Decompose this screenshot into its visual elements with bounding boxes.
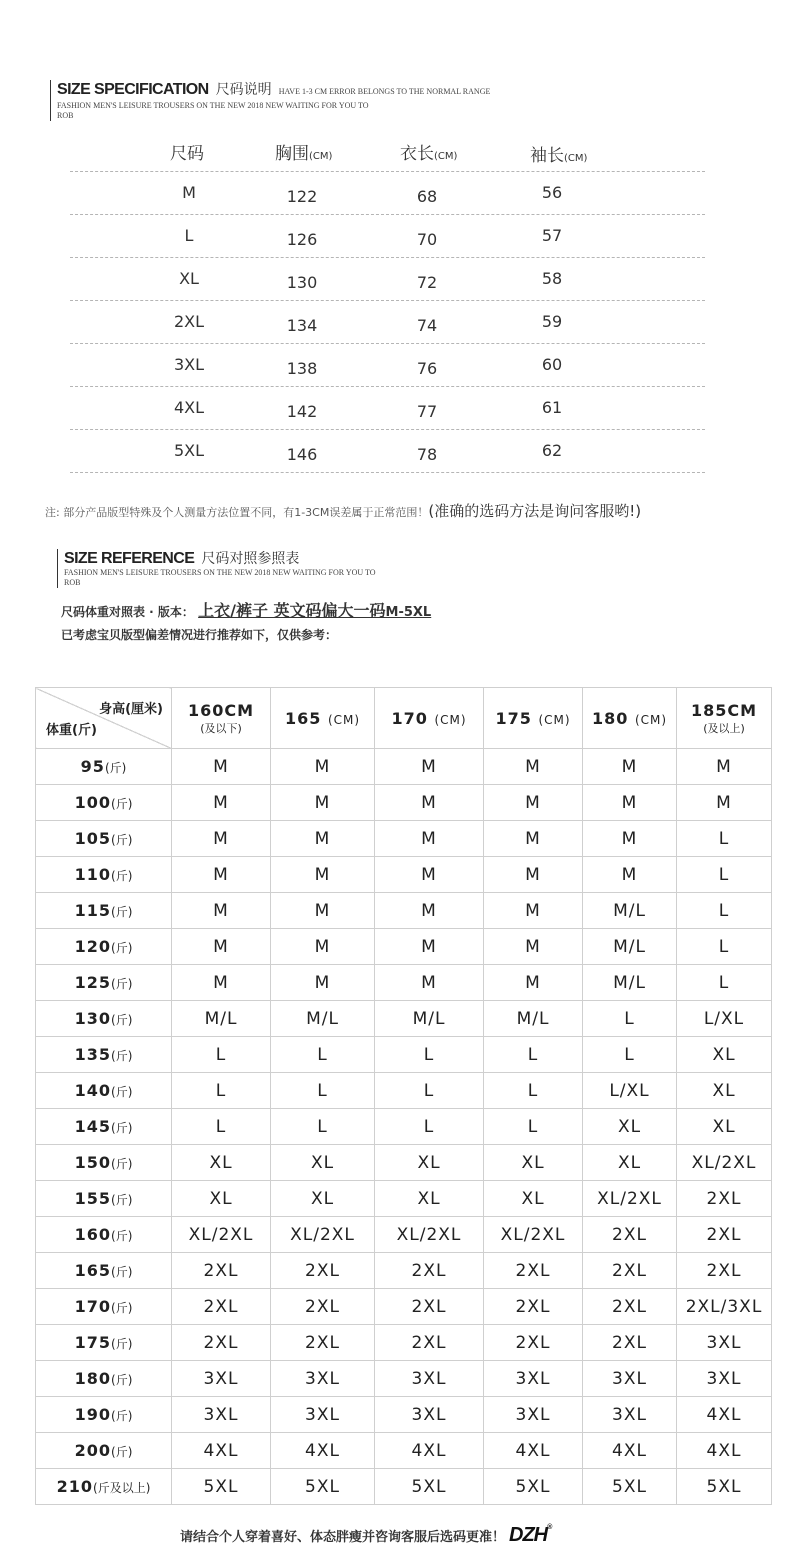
spec-row-divider (70, 472, 705, 473)
ref-table-row (36, 929, 772, 965)
ref-section-header (57, 549, 384, 588)
size-cell: 2XL (583, 1253, 677, 1289)
size-cell: 5XL (583, 1469, 677, 1505)
size-cell: M (484, 857, 583, 893)
size-cell: XL (677, 1109, 772, 1145)
weight-cell: 170(斤) (36, 1289, 172, 1325)
size-cell: M (172, 857, 271, 893)
weight-cell: 110(斤) (36, 857, 172, 893)
size-cell: 2XL (375, 1289, 484, 1325)
size-cell: M (271, 929, 375, 965)
size-cell: L (375, 1073, 484, 1109)
size-cell: 3XL (677, 1361, 772, 1397)
ref-table-row (36, 1217, 772, 1253)
size-cell: 5XL (484, 1469, 583, 1505)
spec-cell-size: XL (179, 269, 199, 288)
size-cell: L (677, 965, 772, 1001)
spec-cell-length: 78 (416, 445, 438, 464)
size-cell: M (172, 749, 271, 785)
size-cell: 5XL (271, 1469, 375, 1505)
size-cell: M (484, 749, 583, 785)
size-cell: L (583, 1001, 677, 1037)
spec-table-row (70, 257, 705, 300)
spec-title-cn: 尺码说明 (215, 82, 272, 98)
size-cell: L (677, 929, 772, 965)
size-cell: 2XL (484, 1325, 583, 1361)
size-cell: 3XL (375, 1361, 484, 1397)
height-column-header: 180 (CM) (583, 688, 677, 749)
size-cell: XL (375, 1145, 484, 1181)
size-cell: XL (172, 1145, 271, 1181)
spec-cell-size: 3XL (173, 355, 205, 374)
ref-table-row (36, 893, 772, 929)
spec-cell-chest: 126 (286, 230, 318, 249)
weight-cell: 155(斤) (36, 1181, 172, 1217)
weight-cell: 115(斤) (36, 893, 172, 929)
ref-table-row (36, 1073, 772, 1109)
size-cell: M (375, 821, 484, 857)
spec-cell-sleeve: 59 (541, 312, 563, 331)
size-cell: 2XL (172, 1289, 271, 1325)
size-cell: 5XL (172, 1469, 271, 1505)
size-cell: M (271, 893, 375, 929)
weight-cell: 130(斤) (36, 1001, 172, 1037)
spec-table-row (70, 386, 705, 429)
size-cell: M (484, 965, 583, 1001)
corner-height-label: 身高(厘米) (99, 702, 163, 717)
size-cell: M (484, 929, 583, 965)
spec-cell-sleeve: 61 (541, 398, 563, 417)
size-cell: M/L (271, 1001, 375, 1037)
size-cell: 4XL (375, 1433, 484, 1469)
ref-title-en: SIZE REFERENCE (64, 550, 195, 567)
size-cell: M (271, 785, 375, 821)
size-cell: M (271, 857, 375, 893)
size-cell: L (484, 1073, 583, 1109)
ref-table-row (36, 1433, 772, 1469)
size-cell: 3XL (677, 1325, 772, 1361)
size-cell: L (172, 1073, 271, 1109)
size-cell: L/XL (583, 1073, 677, 1109)
spec-error-note: HAVE 1-3 CM ERROR BELONGS TO THE NORMAL RANGE (278, 87, 491, 96)
size-cell: M (583, 857, 677, 893)
size-cell: 2XL (172, 1325, 271, 1361)
height-column-header: 165 (CM) (271, 688, 375, 749)
size-cell: XL (583, 1145, 677, 1181)
spec-table-row (70, 300, 705, 343)
size-cell: XL/2XL (677, 1145, 772, 1181)
measurement-note (45, 500, 641, 521)
size-cell: L (375, 1037, 484, 1073)
weight-cell: 210(斤及以上) (36, 1469, 172, 1505)
footer-tip (180, 1524, 551, 1547)
size-cell: 3XL (172, 1361, 271, 1397)
spec-cell-chest: 130 (286, 273, 318, 292)
spec-cell-chest: 142 (286, 402, 318, 421)
weight-cell: 200(斤) (36, 1433, 172, 1469)
size-cell: 5XL (375, 1469, 484, 1505)
spec-table-row (70, 429, 705, 472)
ref-table-row (36, 785, 772, 821)
size-cell: M (375, 749, 484, 785)
size-cell: 5XL (677, 1469, 772, 1505)
ref-table-row (36, 1109, 772, 1145)
weight-cell: 140(斤) (36, 1073, 172, 1109)
size-cell: 4XL (677, 1397, 772, 1433)
ref-table-row (36, 821, 772, 857)
size-cell: XL/2XL (484, 1217, 583, 1253)
ref-title-cn: 尺码对照参照表 (201, 551, 300, 567)
size-cell: M (583, 749, 677, 785)
size-cell: 4XL (583, 1433, 677, 1469)
size-cell: L (677, 857, 772, 893)
spec-cell-sleeve: 62 (541, 441, 563, 460)
ref-table-row (36, 749, 772, 785)
height-column-header: 160CM (及以下) (172, 688, 271, 749)
size-cell: XL/2XL (583, 1181, 677, 1217)
size-cell: L (583, 1037, 677, 1073)
size-cell: M/L (172, 1001, 271, 1037)
size-cell: 2XL (271, 1325, 375, 1361)
size-reference-table (35, 687, 772, 1505)
ref-recommend-line: 已考虑宝贝版型偏差情况进行推荐如下，仅供参考： (61, 628, 338, 642)
spec-section-header (50, 80, 490, 121)
spec-cell-size: M (182, 183, 196, 202)
size-cell: 3XL (583, 1397, 677, 1433)
ref-table-row (36, 965, 772, 1001)
size-cell: XL (484, 1181, 583, 1217)
size-cell: M (271, 749, 375, 785)
size-cell: 2XL (677, 1253, 772, 1289)
size-cell: M (375, 929, 484, 965)
ref-table-row (36, 1325, 772, 1361)
size-cell: M (484, 893, 583, 929)
size-cell: M (375, 857, 484, 893)
size-cell: L (172, 1037, 271, 1073)
size-cell: 2XL (271, 1253, 375, 1289)
size-cell: M (583, 821, 677, 857)
size-cell: 3XL (172, 1397, 271, 1433)
size-cell: 2XL (375, 1325, 484, 1361)
size-cell: L (484, 1109, 583, 1145)
spec-header-length: 衣长(CM) (400, 144, 458, 164)
size-cell: L (271, 1073, 375, 1109)
size-cell: 4XL (271, 1433, 375, 1469)
size-cell: 2XL (583, 1325, 677, 1361)
weight-cell: 160(斤) (36, 1217, 172, 1253)
size-cell: XL/2XL (375, 1217, 484, 1253)
spec-cell-size: 5XL (173, 441, 205, 460)
spec-header-chest: 胸围(CM) (275, 144, 333, 164)
size-cell: 3XL (271, 1361, 375, 1397)
spec-cell-chest: 138 (286, 359, 318, 378)
size-cell: 4XL (172, 1433, 271, 1469)
spec-cell-size: 2XL (173, 312, 205, 331)
weight-cell: 95(斤) (36, 749, 172, 785)
size-cell: M (677, 749, 772, 785)
weight-cell: 135(斤) (36, 1037, 172, 1073)
spec-header-size: 尺码 (170, 144, 204, 164)
ref-table-row (36, 1289, 772, 1325)
spec-table-row (70, 214, 705, 257)
size-cell: L (271, 1109, 375, 1145)
ref-subtitle: FASHION MEN'S LEISURE TROUSERS ON THE NEW 2018 NEW WAITING FOR YOU TO ROB (64, 568, 376, 587)
size-cell: M (484, 785, 583, 821)
ref-version-line (61, 598, 431, 621)
ref-table-row (36, 1397, 772, 1433)
size-cell: M (375, 965, 484, 1001)
spec-cell-length: 76 (416, 359, 438, 378)
weight-cell: 150(斤) (36, 1145, 172, 1181)
size-cell: M/L (583, 929, 677, 965)
size-cell: XL/2XL (172, 1217, 271, 1253)
size-cell: M (172, 965, 271, 1001)
size-cell: L (484, 1037, 583, 1073)
size-cell: XL (677, 1073, 772, 1109)
spec-cell-sleeve: 56 (541, 183, 563, 202)
size-cell: 2XL (583, 1289, 677, 1325)
spec-title-en: SIZE SPECIFICATION (57, 81, 209, 98)
spec-cell-length: 74 (416, 316, 438, 335)
size-cell: L (172, 1109, 271, 1145)
weight-cell: 120(斤) (36, 929, 172, 965)
weight-cell: 175(斤) (36, 1325, 172, 1361)
size-cell: 2XL (583, 1217, 677, 1253)
size-cell: 3XL (583, 1361, 677, 1397)
ref-table-row (36, 1001, 772, 1037)
size-cell: M (375, 893, 484, 929)
size-cell: 3XL (484, 1397, 583, 1433)
size-cell: M/L (583, 965, 677, 1001)
height-column-header: 185CM (及以上) (677, 688, 772, 749)
ref-table-row (36, 857, 772, 893)
size-cell: M (375, 785, 484, 821)
measurement-note-emphasis: (准确的选码方法是询问客服哟!) (428, 502, 642, 520)
size-cell: M (271, 965, 375, 1001)
spec-cell-sleeve: 58 (541, 269, 563, 288)
spec-cell-sleeve: 60 (541, 355, 563, 374)
ref-table-row (36, 1037, 772, 1073)
spec-cell-length: 77 (416, 402, 438, 421)
size-cell: M (172, 929, 271, 965)
weight-cell: 105(斤) (36, 821, 172, 857)
ref-table-row (36, 1145, 772, 1181)
size-cell: 3XL (271, 1397, 375, 1433)
size-cell: 2XL/3XL (677, 1289, 772, 1325)
spec-subtitle: FASHION MEN'S LEISURE TROUSERS ON THE NEW 2018 NEW WAITING FOR YOU TO ROB (57, 101, 369, 120)
ref-table-row (36, 1253, 772, 1289)
size-cell: 2XL (677, 1181, 772, 1217)
ref-table-body (36, 749, 772, 1505)
ref-version-prefix: 尺码体重对照表 · 版本： (61, 605, 194, 619)
corner-weight-label: 体重(斤) (46, 723, 97, 738)
size-cell: 3XL (484, 1361, 583, 1397)
size-cell: XL (172, 1181, 271, 1217)
spec-header-sleeve: 袖长(CM) (530, 146, 588, 166)
measurement-note-text: 注: 部分产品版型特殊及个人测量方法位置不同，有1-3CM误差属于正常范围！ (45, 506, 429, 519)
ref-table-row (36, 1361, 772, 1397)
size-cell: 2XL (271, 1289, 375, 1325)
weight-cell: 165(斤) (36, 1253, 172, 1289)
size-cell: M (172, 893, 271, 929)
size-cell: M (271, 821, 375, 857)
size-cell: M (172, 821, 271, 857)
spec-cell-chest: 146 (286, 445, 318, 464)
size-cell: 2XL (484, 1253, 583, 1289)
spec-cell-chest: 134 (286, 316, 318, 335)
size-cell: 2XL (484, 1289, 583, 1325)
size-cell: XL (677, 1037, 772, 1073)
weight-cell: 180(斤) (36, 1361, 172, 1397)
size-cell: XL (375, 1181, 484, 1217)
size-cell: M (583, 785, 677, 821)
size-cell: L (375, 1109, 484, 1145)
size-cell: M (677, 785, 772, 821)
weight-cell: 190(斤) (36, 1397, 172, 1433)
ref-table-corner (36, 688, 172, 749)
size-cell: XL (271, 1145, 375, 1181)
spec-table-row (70, 343, 705, 386)
height-column-header: 170 (CM) (375, 688, 484, 749)
size-cell: L (271, 1037, 375, 1073)
ref-version-emphasis: 上衣/裤子 英文码偏大一码M-5XL (198, 601, 432, 620)
size-cell: M/L (583, 893, 677, 929)
weight-cell: 100(斤) (36, 785, 172, 821)
ref-table-header-row (36, 688, 772, 749)
size-cell: 3XL (375, 1397, 484, 1433)
spec-cell-chest: 122 (286, 187, 318, 206)
ref-table-row (36, 1469, 772, 1505)
spec-cell-length: 68 (416, 187, 438, 206)
size-cell: L (677, 893, 772, 929)
size-cell: 2XL (677, 1217, 772, 1253)
size-cell: L/XL (677, 1001, 772, 1037)
ref-table-row (36, 1181, 772, 1217)
size-cell: 2XL (172, 1253, 271, 1289)
size-cell: XL/2XL (271, 1217, 375, 1253)
brand-logo: DZH® (509, 1524, 552, 1546)
weight-cell: 145(斤) (36, 1109, 172, 1145)
spec-cell-size: L (184, 226, 194, 245)
size-cell: L (677, 821, 772, 857)
size-cell: XL (484, 1145, 583, 1181)
size-cell: M (172, 785, 271, 821)
spec-cell-length: 70 (416, 230, 438, 249)
spec-cell-sleeve: 57 (541, 226, 563, 245)
size-cell: 2XL (375, 1253, 484, 1289)
spec-table-header (70, 136, 705, 172)
spec-table-row (70, 171, 705, 214)
size-cell: M (484, 821, 583, 857)
spec-cell-length: 72 (416, 273, 438, 292)
size-cell: XL (583, 1109, 677, 1145)
size-cell: 4XL (484, 1433, 583, 1469)
size-cell: M/L (484, 1001, 583, 1037)
height-column-header: 175 (CM) (484, 688, 583, 749)
spec-cell-size: 4XL (173, 398, 205, 417)
size-cell: 4XL (677, 1433, 772, 1469)
size-cell: XL (271, 1181, 375, 1217)
footer-text: 请结合个人穿着喜好、体态胖瘦并咨询客服后选码更准！ (180, 1530, 506, 1545)
size-cell: M/L (375, 1001, 484, 1037)
weight-cell: 125(斤) (36, 965, 172, 1001)
